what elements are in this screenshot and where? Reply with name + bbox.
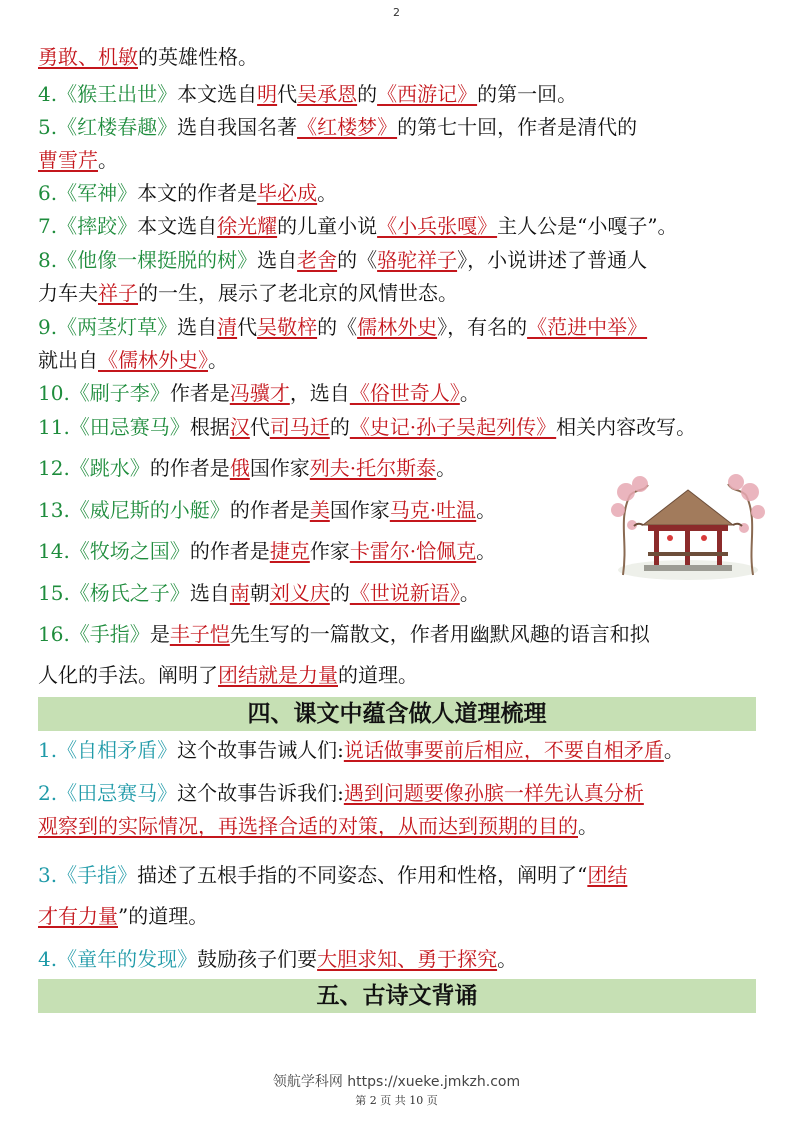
body-text: 。: [317, 181, 338, 205]
item-title: 5.《红楼春趣》: [38, 115, 178, 139]
item-title: 8.《他像一棵挺脱的树》: [38, 248, 258, 272]
body-text: 国作家: [329, 498, 390, 522]
footer-page-count: 第 2 页 共 10 页: [355, 1094, 438, 1107]
body-text: 的第七十回，作者是清代的: [397, 115, 638, 139]
text-line: [38, 213, 678, 239]
answer-text: 南: [229, 581, 250, 605]
item-title: 12.《跳水》: [38, 456, 150, 480]
body-text: 朝: [249, 581, 270, 605]
answer-text: 刘义庆: [269, 581, 330, 605]
text-line: [38, 314, 647, 340]
body-text: 是: [149, 622, 170, 646]
answer-text: 冯骥才: [229, 381, 290, 405]
item-title: 14.《牧场之国》: [38, 539, 190, 563]
body-text: 。: [476, 498, 497, 522]
item-title: 11.《田忌赛马》: [38, 415, 190, 439]
answer-text: 勇敢、机敏: [38, 45, 138, 69]
section-five-heading: 五、古诗文背诵: [38, 979, 756, 1013]
body-text: 先生写的一篇散文，作者用幽默风趣的语言和拟: [229, 622, 650, 646]
answer-text: 《俗世奇人》: [349, 381, 460, 405]
body-text: 本文选自: [177, 82, 258, 106]
item-title: 7.《摔跤》: [38, 214, 138, 238]
body-text: 的: [357, 82, 378, 106]
body-text: 鼓励孩子们要: [197, 947, 318, 971]
answer-text: 《世说新语》: [349, 581, 460, 605]
body-text: 》，小说讲述了普通人: [457, 248, 648, 272]
text-line: [38, 662, 418, 688]
body-text: 选自: [177, 315, 218, 339]
answer-text: 遇到问题要像孙膑一样先认真分析: [343, 781, 644, 805]
text-line: [38, 538, 496, 564]
answer-text: 列夫·托尔斯泰: [309, 456, 437, 480]
body-text: 》，有名的: [437, 315, 528, 339]
body-text: 的作者是: [189, 539, 270, 563]
text-line: [38, 903, 208, 929]
body-text: ”的道理。: [118, 904, 209, 928]
answer-text: 《西游记》: [377, 82, 478, 106]
body-text: 。: [459, 381, 480, 405]
body-text: 国作家: [249, 456, 310, 480]
answer-text: 汉: [229, 415, 250, 439]
body-text: 代: [277, 82, 298, 106]
page-number-top: 2: [393, 6, 400, 19]
body-text: 力车夫: [38, 281, 98, 305]
text-line: [38, 280, 458, 306]
item-title: 13.《威尼斯的小艇》: [38, 498, 230, 522]
item-title: 16.《手指》: [38, 622, 150, 646]
body-text: 的第一回。: [477, 82, 578, 106]
answer-text: 大胆求知、勇于探究: [317, 947, 498, 971]
answer-text: 毕必成: [257, 181, 318, 205]
text-line: [38, 621, 650, 647]
answer-text: 说话做事要前后相应，不要自相矛盾: [343, 738, 664, 762]
text-line: [38, 455, 456, 481]
body-text: 相关内容改写。: [556, 415, 697, 439]
body-text: 选自我国名著: [177, 115, 298, 139]
body-text: 作家: [309, 539, 350, 563]
answer-text: 马克·吐温: [389, 498, 477, 522]
body-text: 代: [237, 315, 258, 339]
body-text: 本文选自: [137, 214, 218, 238]
item-title: 10.《刷子李》: [38, 381, 170, 405]
answer-text: 吴承恩: [297, 82, 358, 106]
answer-text: 司马迁: [269, 415, 330, 439]
answer-text: 才有力量: [38, 904, 118, 928]
body-text: 的《: [337, 248, 378, 272]
text-line: [38, 347, 228, 373]
body-text: 的儿童小说: [277, 214, 378, 238]
text-line: [38, 81, 577, 107]
answer-text: 美: [309, 498, 330, 522]
item-title: 2.《田忌赛马》: [38, 781, 178, 805]
answer-text: 团结就是力量: [218, 663, 338, 687]
body-text: 选自: [189, 581, 230, 605]
answer-text: 卡雷尔·恰佩克: [349, 539, 477, 563]
answer-text: 儒林外史: [357, 315, 438, 339]
body-text: 的: [329, 581, 350, 605]
body-text: 。: [98, 148, 118, 172]
answer-text: 骆驼祥子: [377, 248, 458, 272]
body-text: 选自: [257, 248, 298, 272]
body-text: 。: [497, 947, 518, 971]
text-line: [38, 180, 337, 206]
answer-text: 团结: [587, 863, 628, 887]
text-line: [38, 147, 118, 173]
answer-text: 丰子恺: [169, 622, 230, 646]
body-text: 这个故事告诉我们:: [177, 781, 344, 805]
body-text: 的英雄性格。: [138, 45, 258, 69]
answer-text: 《儒林外史》: [98, 348, 208, 372]
body-text: 。: [578, 814, 598, 838]
body-text: 。: [208, 348, 228, 372]
body-text: 的一生，展示了老北京的风情世态。: [138, 281, 458, 305]
text-line: [38, 114, 637, 140]
body-text: 这个故事告诫人们:: [177, 738, 344, 762]
answer-text: 明: [257, 82, 278, 106]
text-line: [38, 946, 517, 972]
body-text: 的《: [317, 315, 358, 339]
answer-text: 徐光耀: [217, 214, 278, 238]
answer-text: 老舍: [297, 248, 338, 272]
text-line: [38, 813, 598, 839]
answer-text: 吴敬梓: [257, 315, 318, 339]
body-text: 的: [329, 415, 350, 439]
answer-text: 《红楼梦》: [297, 115, 398, 139]
body-text: 。: [436, 456, 457, 480]
body-text: 描述了五根手指的不同姿态、作用和性格，阐明了“: [137, 863, 588, 887]
body-text: 代: [249, 415, 270, 439]
item-title: 9.《两茎灯草》: [38, 315, 178, 339]
item-title: 6.《军神》: [38, 181, 138, 205]
body-text: 的作者是: [149, 456, 230, 480]
body-text: 。: [663, 738, 684, 762]
text-line: [38, 380, 480, 406]
body-text: 的道理。: [338, 663, 418, 687]
body-text: 人化的手法。阐明了: [38, 663, 218, 687]
item-title: 15.《杨氏之子》: [38, 581, 190, 605]
answer-text: 观察到的实际情况，再选择合适的对策，从而达到预期的目的: [38, 814, 578, 838]
text-line: [38, 497, 496, 523]
body-text: 的作者是: [229, 498, 310, 522]
answer-text: 清: [217, 315, 238, 339]
body-text: 。: [476, 539, 497, 563]
section-four-heading: 四、课文中蕴含做人道理梳理: [38, 697, 756, 731]
answer-text: 曹雪芹: [38, 148, 98, 172]
body-text: 本文的作者是: [137, 181, 258, 205]
body-text: 主人公是“小嘎子”。: [497, 214, 678, 238]
body-text: 根据: [189, 415, 230, 439]
answer-text: 《小兵张嘎》: [377, 214, 498, 238]
text-line: [38, 737, 684, 763]
item-title: 4.《猴王出世》: [38, 82, 178, 106]
body-text: 就出自: [38, 348, 98, 372]
body-text: 。: [459, 581, 480, 605]
item-title: 4.《童年的发现》: [38, 947, 198, 971]
body-text: 作者是: [169, 381, 230, 405]
text-line: [38, 414, 696, 440]
answer-text: 《史记·孙子吴起列传》: [349, 415, 557, 439]
text-line: [38, 580, 480, 606]
text-line: [38, 44, 258, 70]
item-title: 1.《自相矛盾》: [38, 738, 178, 762]
answer-text: 捷克: [269, 539, 310, 563]
body-text: ，选自: [289, 381, 350, 405]
pavilion-illustration: [608, 470, 768, 585]
footer-site-link[interactable]: 领航学科网 https://xueke.jmkzh.com: [272, 1074, 521, 1090]
answer-text: 《范进中举》: [527, 315, 648, 339]
text-line: [38, 862, 627, 888]
text-line: [38, 780, 644, 806]
text-line: [38, 247, 647, 273]
answer-text: 俄: [229, 456, 250, 480]
answer-text: 祥子: [98, 281, 138, 305]
item-title: 3.《手指》: [38, 863, 138, 887]
